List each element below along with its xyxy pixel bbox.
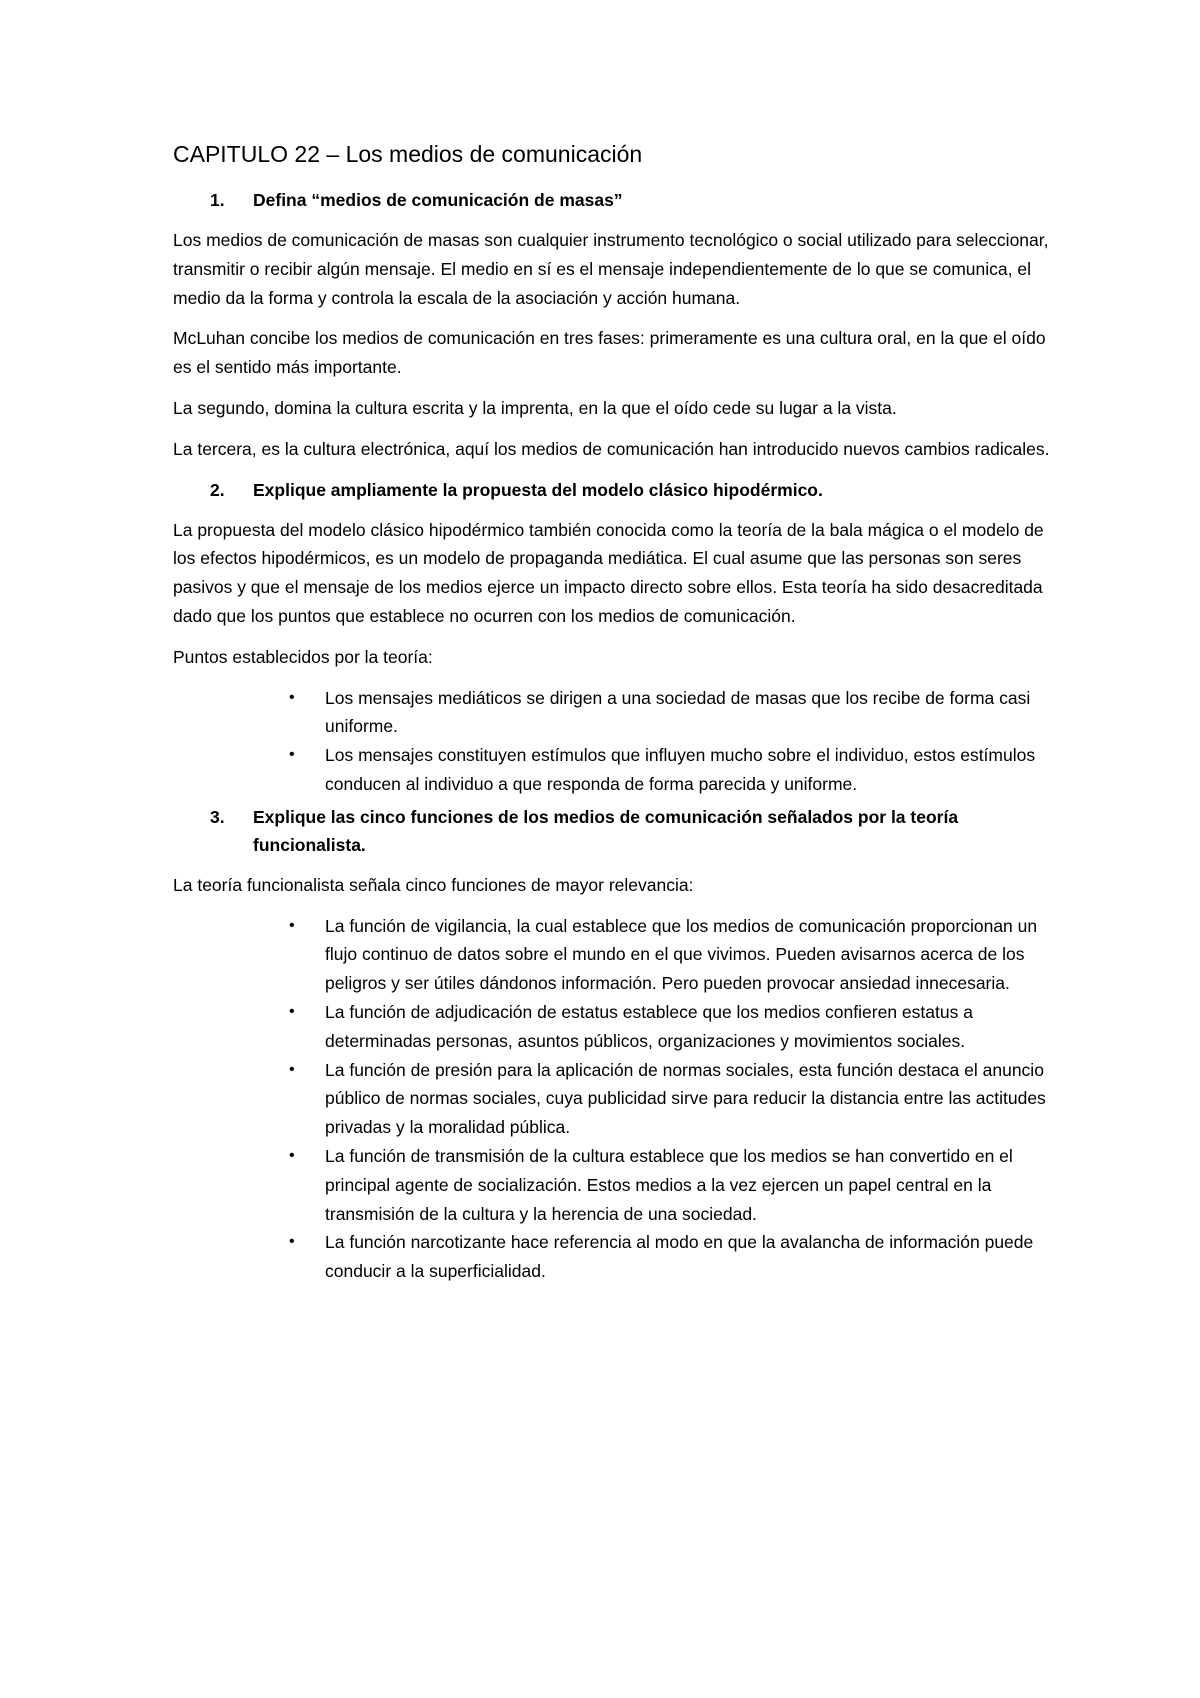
question-text: Explique las cinco funciones de los medios de comunicación señalados por la teoría funcionalista.	[253, 806, 959, 855]
question-number: 1.	[210, 190, 225, 210]
document-page	[173, 140, 1053, 1290]
list-item	[289, 912, 1053, 998]
bullet-list	[173, 912, 1053, 1286]
list-item-text: La función narcotizante hace referencia al modo en que la avalancha de información puede conducir a la superficialidad.	[325, 1232, 1034, 1282]
question-1	[173, 186, 1053, 214]
list-item-text: Los mensajes constituyen estímulos que influyen mucho sobre el individuo, estos estímulos conducen al individuo a que responda de forma parecida y uniforme.	[325, 745, 1036, 794]
paragraph: Puntos establecidos por la teoría:	[173, 646, 433, 667]
paragraph: La tercera, es la cultura electrónica, aquí los medios de comunicación han introducido nuevos cambios radicales.	[173, 438, 1050, 459]
bullet-icon: •	[289, 1233, 295, 1251]
paragraph: La propuesta del modelo clásico hipodérmico también conocida como la teoría de la bala mágica o el modelo de los efectos hipodérmicos, es un modelo de propaganda mediática. El cual asume que las personas son seres pasivos y que el mensaje de los medios ejerce un impacto directo sobre ellos. Esta teoría ha sido desacreditada dado que los puntos que establece no ocurren con los medios de comunicación.	[173, 519, 1044, 626]
question-2	[173, 476, 1053, 504]
question-3	[173, 803, 1053, 859]
chapter-title: CAPITULO 22 – Los medios de comunicación	[173, 141, 643, 167]
bullet-icon: •	[289, 1060, 295, 1078]
bullet-icon: •	[289, 916, 295, 934]
question-number: 2.	[210, 479, 225, 500]
list-item	[289, 741, 1053, 799]
bullet-icon: •	[289, 1146, 295, 1164]
paragraph: McLuhan concibe los medios de comunicación en tres fases: primeramente es una cultura oral, en la que el oído es el sentido más importante.	[173, 328, 1046, 378]
list-item	[289, 1142, 1053, 1228]
paragraph: La segundo, domina la cultura escrita y la imprenta, en la que el oído cede su lugar a la vista.	[173, 397, 897, 418]
list-item	[289, 1056, 1053, 1142]
question-text: Defina “medios de comunicación de masas”	[253, 190, 623, 210]
paragraph: La teoría funcionalista señala cinco funciones de mayor relevancia:	[173, 874, 694, 895]
list-item-text: Los mensajes mediáticos se dirigen a una sociedad de masas que los recibe de forma casi uniforme.	[325, 687, 1031, 737]
bullet-list	[173, 684, 1053, 799]
list-item	[289, 998, 1053, 1056]
paragraph: Los medios de comunicación de masas son cualquier instrumento tecnológico o social utilizado para seleccionar, transmitir o recibir algún mensaje. El medio en sí es el mensaje independientemente de lo que se comunica, el medio da la forma y controla la escala de la asociación y acción humana.	[173, 230, 1049, 308]
list-item-text: La función de transmisión de la cultura establece que los medios se han convertido en el principal agente de socialización. Estos medios a la vez ejercen un papel central en la transmisión de la cultura y la herencia de una sociedad.	[325, 1145, 1013, 1224]
question-text: Explique ampliamente la propuesta del modelo clásico hipodérmico.	[253, 479, 823, 500]
list-item	[289, 684, 1053, 742]
list-item	[289, 1228, 1053, 1286]
list-item-text: La función de adjudicación de estatus establece que los medios confieren estatus a determinadas personas, asuntos públicos, organizaciones y movimientos sociales.	[325, 1001, 973, 1051]
list-item-text: La función de presión para la aplicación de normas sociales, esta función destaca el anuncio público de normas sociales, cuya publicidad sirve para reducir la distancia entre las actitudes privadas y la moralidad pública.	[325, 1059, 1046, 1138]
bullet-icon: •	[289, 746, 295, 764]
bullet-icon: •	[289, 1002, 295, 1020]
list-item-text: La función de vigilancia, la cual establece que los medios de comunicación proporcionan un flujo continuo de datos sobre el mundo en el que vivimos. Pueden avisarnos acerca de los peligros y ser útiles dándonos información. Pero pueden provocar ansiedad innecesaria.	[325, 915, 1038, 994]
question-number: 3.	[210, 806, 225, 827]
bullet-icon: •	[289, 688, 295, 706]
